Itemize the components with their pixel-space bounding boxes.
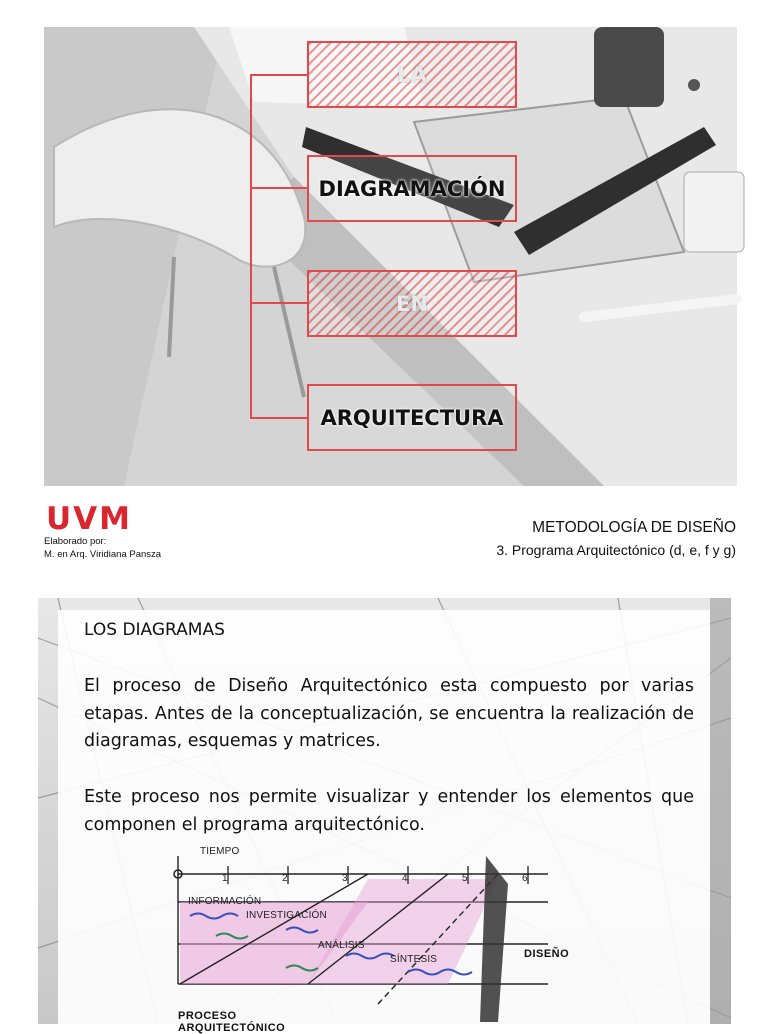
paragraph-process: El proceso de Diseño Arquitectónico esta compuesto por varias etapas. Antes de la conceptualización, se encuentra la realización de diagramas, esquemas y matrices. <box>84 676 694 751</box>
diagram-stage-number-3: 3 <box>342 873 348 884</box>
credit-author: M. en Arq. Viridiana Pansza <box>44 549 162 560</box>
diagram-stage-sintesis: SÍNTESIS <box>390 954 438 965</box>
title-word-la: LA <box>397 62 427 87</box>
diagram-stage-investigacion: INVESTIGACIÓN <box>246 910 327 921</box>
credit-label: Elaborado por: <box>44 536 107 547</box>
diagram-process-label: PROCESO ARQUITECTÓNICO <box>178 1010 286 1034</box>
diagram-connector-la <box>250 74 308 76</box>
diagram-stage-analisis: ANÁLISIS <box>318 940 365 951</box>
diagram-stage-number-2: 2 <box>282 873 288 884</box>
diagram-stage-informacion: INFORMACIÓN <box>188 896 262 907</box>
content-slide <box>38 598 731 1034</box>
title-slide <box>44 27 737 486</box>
diagram-connector-arquitectura <box>250 417 308 419</box>
title-box-en <box>307 270 517 337</box>
title-box-arquitectura <box>307 384 517 451</box>
title-word-en: EN <box>396 291 428 316</box>
title-box-diagramacion <box>307 155 517 222</box>
diagram-stage-number-1: 1 <box>222 873 228 884</box>
title-word-diagramacion: DIAGRAMACIÓN <box>318 176 506 201</box>
course-subtitle: 3. Programa Arquitectónico (d, e, f y g) <box>496 542 736 558</box>
uvm-logo-text: UVM <box>46 501 133 537</box>
diagram-design-label: DISEÑO <box>524 948 570 960</box>
title-box-la <box>307 41 517 108</box>
diagram-stage-number-6: 6 <box>522 873 528 884</box>
diagram-connector-vertical <box>250 74 252 419</box>
paragraph-visualize: Este proceso nos permite visualizar y entender los elementos que componen el programa arquitectónico. <box>84 787 694 835</box>
title-word-arquitectura: ARQUITECTURA <box>320 405 504 430</box>
uvm-logo <box>46 501 150 537</box>
process-diagram-drawing <box>168 844 588 1024</box>
diagram-stage-number-5: 5 <box>462 873 468 884</box>
diagram-connector-diagramacion <box>250 187 308 189</box>
diagram-connector-en <box>250 302 308 304</box>
slide-heading: LOS DIAGRAMAS <box>84 620 225 640</box>
diagram-stage-number-4: 4 <box>402 873 408 884</box>
diagram-time-label: TIEMPO <box>200 846 240 857</box>
course-title: METODOLOGÍA DE DISEÑO <box>532 519 736 536</box>
